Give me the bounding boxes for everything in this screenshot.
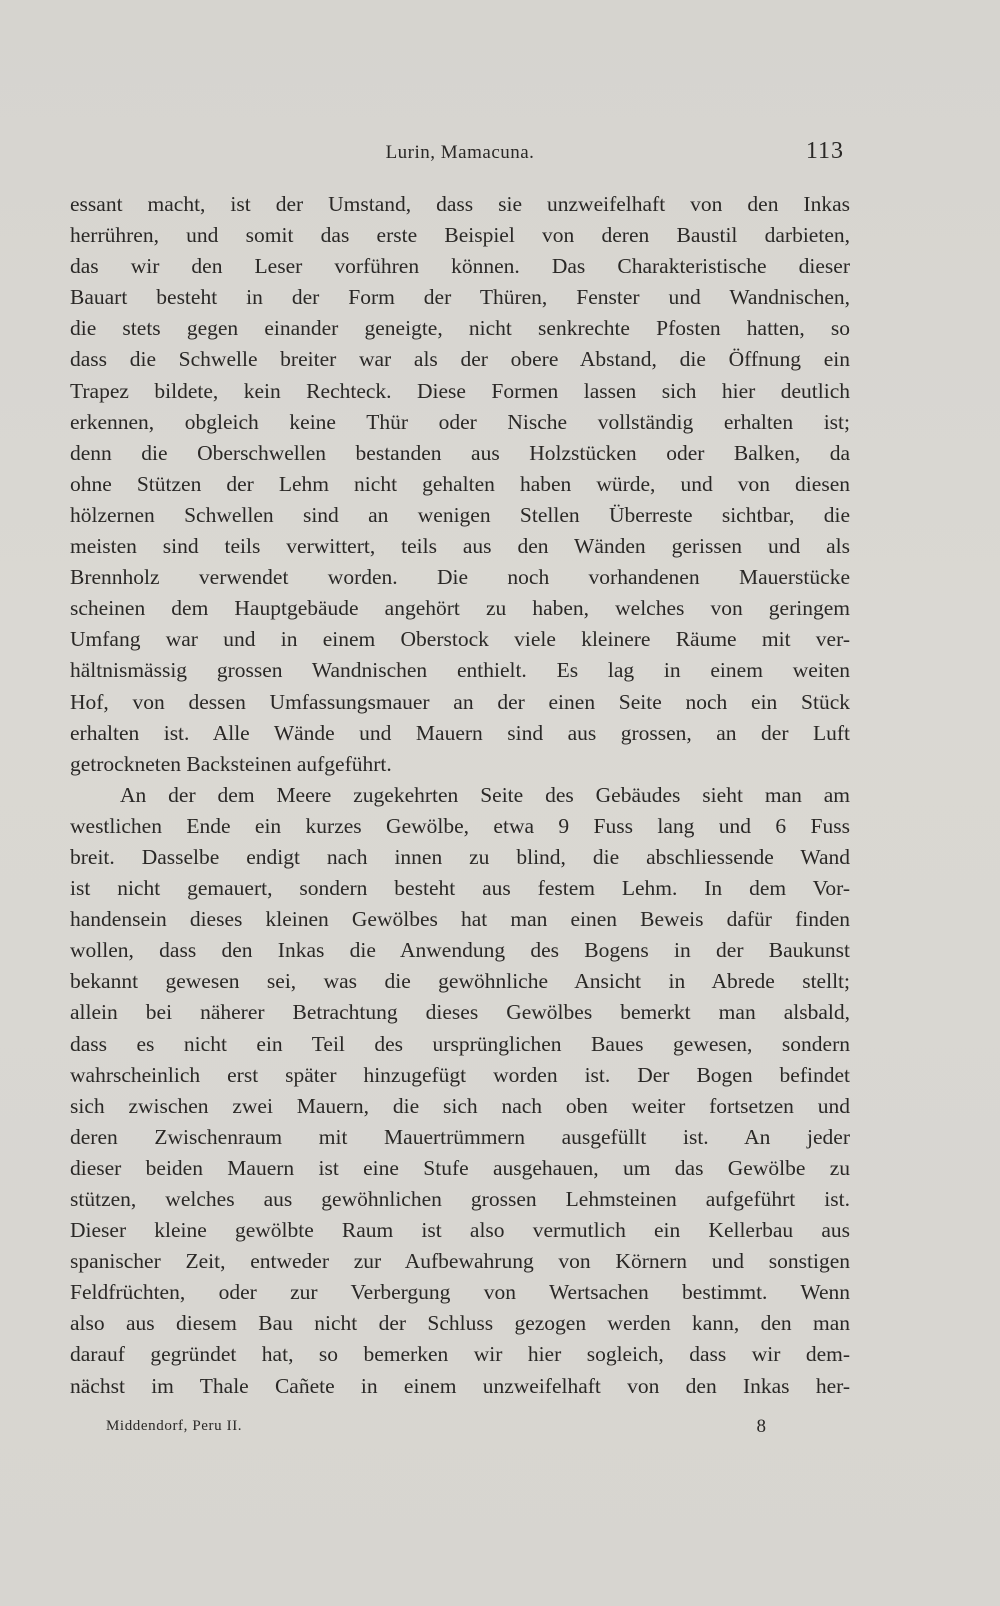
text-line: stützen, welches aus gewöhnlichen grossen Lehmsteinen aufgeführt ist. xyxy=(70,1187,850,1211)
text-line: ist nicht gemauert, sondern besteht aus festem Lehm. In dem Vor- xyxy=(70,876,850,901)
page-header xyxy=(70,138,850,178)
text-line: essant macht, ist der Umstand, dass sie unzweifelhaft von den Inkas xyxy=(70,192,850,216)
paragraph-2 xyxy=(70,780,850,1402)
text-line: Trapez bildete, kein Rechteck. Diese Formen lassen sich hier deutlich xyxy=(70,378,850,403)
text-line: scheinen dem Hauptgebäude angehört zu haben, welches von geringem xyxy=(70,596,850,621)
text-line: also aus diesem Bau nicht der Schluss gezogen werden kann, den man xyxy=(70,1311,850,1336)
text-line: wollen, dass den Inkas die Anwendung des Bogens in der Baukunst xyxy=(70,938,850,963)
body-text xyxy=(70,189,850,1402)
text-line: Bauart besteht in der Form der Thüren, Fenster und Wandnischen, xyxy=(70,285,850,310)
running-title: Lurin, Mamacuna. xyxy=(385,142,535,163)
text-line: erkennen, obgleich keine Thür oder Nische vollständig erhalten ist; xyxy=(70,409,850,434)
text-line: westlichen Ende ein kurzes Gewölbe, etwa 9 Fuss lang und 6 Fuss xyxy=(70,813,850,838)
text-line: hölzernen Schwellen sind an wenigen Stellen Überreste sichtbar, die xyxy=(70,502,850,527)
text-line: erhalten ist. Alle Wände und Mauern sind aus grossen, an der Luft xyxy=(70,720,850,745)
text-line: ohne Stützen der Lehm nicht gehalten haben würde, und von diesen xyxy=(70,471,850,496)
text-line: hältnismässig grossen Wandnischen enthielt. Es lag in einem weiten xyxy=(70,658,850,683)
page-number: 113 xyxy=(805,138,844,164)
paragraph-1 xyxy=(70,189,850,780)
text-line: allein bei näherer Betrachtung dieses Gewölbes bemerkt man alsbald, xyxy=(70,1000,850,1025)
text-line: herrühren, und somit das erste Beispiel von deren Baustil darbieten, xyxy=(70,223,850,248)
page-footer xyxy=(106,1418,766,1448)
text-line: dass es nicht ein Teil des ursprünglichen Baues gewesen, sondern xyxy=(70,1031,850,1056)
text-line: Dieser kleine gewölbte Raum ist also vermutlich ein Kellerbau aus xyxy=(70,1218,850,1243)
text-line: breit. Dasselbe endigt nach innen zu blind, die abschliessende Wand xyxy=(70,844,850,869)
text-line: deren Zwischenraum mit Mauertrümmern ausgefüllt ist. An jeder xyxy=(70,1124,850,1149)
sheet-number: 8 xyxy=(756,1416,766,1437)
text-line: denn die Oberschwellen bestanden aus Holzstücken oder Balken, da xyxy=(70,440,850,465)
text-line: meisten sind teils verwittert, teils aus den Wänden gerissen und als xyxy=(70,534,850,559)
text-line: bekannt gewesen sei, was die gewöhnliche Ansicht in Abrede stellt; xyxy=(70,969,850,994)
text-line: Umfang war und in einem Oberstock viele kleinere Räume mit ver- xyxy=(70,627,850,652)
text-line: spanischer Zeit, entweder zur Aufbewahrung von Körnern und sonstigen xyxy=(70,1249,850,1274)
text-line: Brennholz verwendet worden. Die noch vorhandenen Mauerstücke xyxy=(70,565,850,590)
text-line: Hof, von dessen Umfassungsmauer an der einen Seite noch ein Stück xyxy=(70,689,850,714)
text-line: dass die Schwelle breiter war als der obere Abstand, die Öffnung ein xyxy=(70,347,850,372)
text-line: nächst im Thale Cañete in einem unzweifelhaft von den Inkas her- xyxy=(70,1373,850,1398)
text-line: getrockneten Backsteinen aufgeführt. xyxy=(70,751,392,776)
text-line: das wir den Leser vorführen können. Das Charakteristische dieser xyxy=(70,254,850,279)
text-line: wahrscheinlich erst später hinzugefügt worden ist. Der Bogen befindet xyxy=(70,1062,850,1087)
text-line: Feldfrüchten, oder zur Verbergung von Wertsachen bestimmt. Wenn xyxy=(70,1280,850,1305)
text-line: handensein dieses kleinen Gewölbes hat man einen Beweis dafür finden xyxy=(70,907,850,932)
text-line: die stets gegen einander geneigte, nicht senkrechte Pfosten hatten, so xyxy=(70,316,850,341)
text-line: sich zwischen zwei Mauern, die sich nach oben weiter fortsetzen und xyxy=(70,1093,850,1118)
printer-signature: Middendorf, Peru II. xyxy=(106,1418,243,1434)
text-line: dieser beiden Mauern ist eine Stufe ausgehauen, um das Gewölbe zu xyxy=(70,1155,850,1180)
text-line: darauf gegründet hat, so bemerken wir hier sogleich, dass wir dem- xyxy=(70,1342,850,1367)
text-line: An der dem Meere zugekehrten Seite des Gebäudes sieht man am xyxy=(120,782,850,807)
